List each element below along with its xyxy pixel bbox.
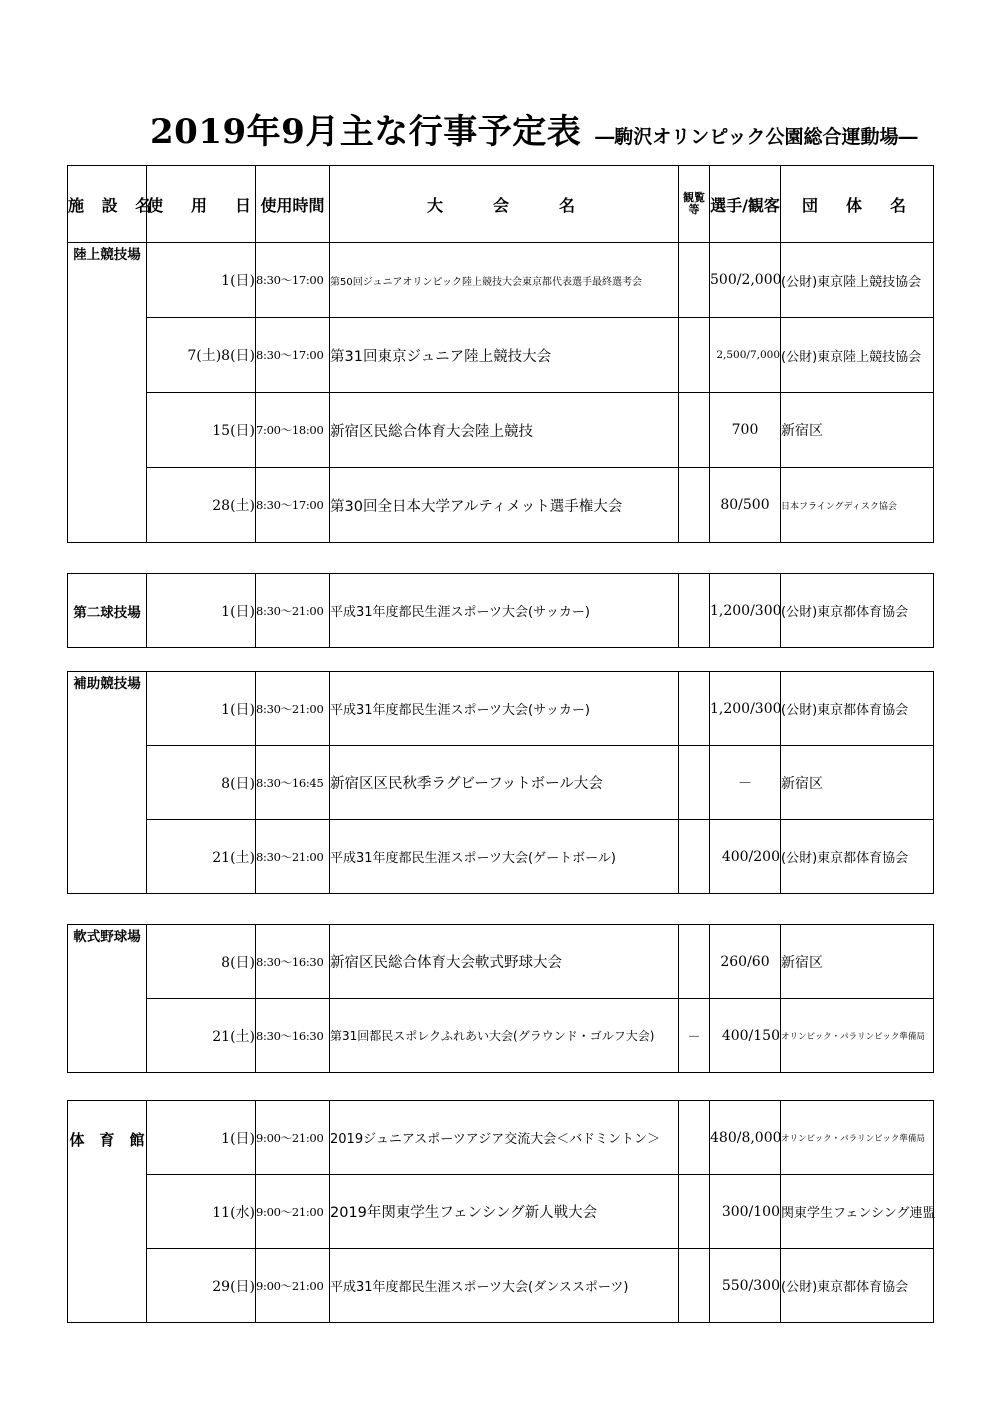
row-date: 8(日) [147, 746, 256, 820]
row-date: 1(日) [147, 1101, 256, 1175]
table-row [68, 468, 934, 543]
row-time: 8:30～16:30 [256, 999, 330, 1073]
row-org: 関東学生フェンシング連盟 [781, 1175, 934, 1249]
row-viewing: － [679, 999, 710, 1073]
facility-name: 補助競技場 [68, 672, 147, 894]
row-viewing [679, 468, 710, 543]
table-row [68, 820, 934, 894]
row-event: 平成31年度都民生涯スポーツ大会(ゲートボール) [330, 820, 679, 894]
table-row [68, 925, 934, 999]
table-row [68, 1175, 934, 1249]
row-count: 400/150 [710, 999, 781, 1073]
col-header-date: 使 用 日 [147, 166, 256, 243]
header-row [68, 166, 934, 243]
facility-name: 陸上競技場 [68, 243, 147, 543]
col-header-time: 使用時間 [256, 166, 330, 243]
table-row [68, 574, 934, 648]
col-header-viewing: 観覧等 [679, 166, 710, 243]
col-header-facility: 施 設 名 [68, 166, 147, 243]
table-row [68, 393, 934, 468]
row-org: 新宿区 [781, 925, 934, 999]
row-count: 1,200/300 [710, 672, 781, 746]
row-event: 新宿区民総合体育大会陸上競技 [330, 393, 679, 468]
row-time: 8:30～21:00 [256, 820, 330, 894]
row-event: 第31回東京ジュニア陸上競技大会 [330, 318, 679, 393]
row-count: 2,500/7,000 [710, 318, 781, 393]
row-date: 15(日) [147, 393, 256, 468]
row-viewing [679, 820, 710, 894]
row-count: 700 [710, 393, 781, 468]
row-count: 300/100 [710, 1175, 781, 1249]
row-time: 8:30～21:00 [256, 672, 330, 746]
row-viewing [679, 243, 710, 318]
row-time: 9:00～21:00 [256, 1101, 330, 1175]
table-row [68, 243, 934, 318]
row-time: 7:00～18:00 [256, 393, 330, 468]
col-header-event: 大 会 名 [330, 166, 679, 243]
row-date: 7(土)8(日) [147, 318, 256, 393]
schedule-table-baseball-field [67, 924, 934, 1073]
page-title: 2019年9月主な行事予定表 [150, 112, 582, 152]
row-time: 8:30～17:00 [256, 468, 330, 543]
row-org: 日本フライングディスク協会 [781, 468, 934, 543]
row-viewing [679, 393, 710, 468]
row-time: 8:30～16:45 [256, 746, 330, 820]
row-org: (公財)東京都体育協会 [781, 672, 934, 746]
row-date: 11(水) [147, 1175, 256, 1249]
row-org: (公財)東京陸上競技協会 [781, 318, 934, 393]
row-event: 新宿区民総合体育大会軟式野球大会 [330, 925, 679, 999]
row-date: 1(日) [147, 243, 256, 318]
row-date: 21(土) [147, 820, 256, 894]
row-event: 第31回都民スポレクふれあい大会(グラウンド・ゴルフ大会) [330, 999, 679, 1073]
schedule-table-auxiliary-field [67, 671, 934, 894]
row-org: オリンピック・パラリンピック準備局 [781, 1101, 934, 1175]
row-count: 1,200/300 [710, 574, 781, 648]
table-row [68, 999, 934, 1073]
row-org: (公財)東京都体育協会 [781, 820, 934, 894]
row-event: 平成31年度都民生涯スポーツ大会(サッカー) [330, 672, 679, 746]
row-date: 29(日) [147, 1249, 256, 1323]
col-header-count: 選手/観客 [710, 166, 781, 243]
col-header-org: 団 体 名 [781, 166, 934, 243]
title-row [150, 104, 950, 154]
row-count: 500/2,000 [710, 243, 781, 318]
table-row [68, 1249, 934, 1323]
row-org: (公財)東京陸上競技協会 [781, 243, 934, 318]
row-viewing [679, 1249, 710, 1323]
facility-name: 軟式野球場 [68, 925, 147, 1073]
row-event: 2019年関東学生フェンシング新人戦大会 [330, 1175, 679, 1249]
row-count: 80/500 [710, 468, 781, 543]
table-row [68, 1101, 934, 1175]
schedule-table-track [67, 165, 934, 543]
row-viewing [679, 1101, 710, 1175]
facility-name: 第二球技場 [68, 574, 147, 648]
table-row [68, 746, 934, 820]
schedule-table-second-field [67, 573, 934, 648]
page-subtitle: ―駒沢オリンピック公園総合運動場― [595, 126, 918, 148]
row-viewing [679, 672, 710, 746]
row-time: 9:00～21:00 [256, 1249, 330, 1323]
row-event: 第50回ジュニアオリンピック陸上競技大会東京都代表選手最終選考会 [330, 243, 679, 318]
row-event: 第30回全日本大学アルティメット選手権大会 [330, 468, 679, 543]
facility-name: 体 育 館 [68, 1101, 147, 1323]
row-count: 260/60 [710, 925, 781, 999]
row-event: 新宿区区民秋季ラグビーフットボール大会 [330, 746, 679, 820]
row-count: － [710, 746, 781, 820]
row-time: 8:30～17:00 [256, 318, 330, 393]
row-event: 平成31年度都民生涯スポーツ大会(サッカー) [330, 574, 679, 648]
row-date: 28(土) [147, 468, 256, 543]
row-date: 1(日) [147, 672, 256, 746]
row-viewing [679, 574, 710, 648]
row-org: オリンピック・パラリンピック準備局 [781, 999, 934, 1073]
row-count: 480/8,000 [710, 1101, 781, 1175]
row-viewing [679, 925, 710, 999]
table-row [68, 672, 934, 746]
row-date: 8(日) [147, 925, 256, 999]
row-time: 8:30～16:30 [256, 925, 330, 999]
row-event: 2019ジュニアスポーツアジア交流大会＜バドミントン＞ [330, 1101, 679, 1175]
row-date: 21(土) [147, 999, 256, 1073]
table-row [68, 318, 934, 393]
row-org: 新宿区 [781, 746, 934, 820]
row-viewing [679, 1175, 710, 1249]
row-org: (公財)東京都体育協会 [781, 1249, 934, 1323]
row-count: 550/300 [710, 1249, 781, 1323]
row-time: 8:30～21:00 [256, 574, 330, 648]
row-count: 400/200 [710, 820, 781, 894]
row-org: (公財)東京都体育協会 [781, 574, 934, 648]
row-time: 8:30～17:00 [256, 243, 330, 318]
row-date: 1(日) [147, 574, 256, 648]
row-event: 平成31年度都民生涯スポーツ大会(ダンススポーツ) [330, 1249, 679, 1323]
schedule-table-gymnasium [67, 1100, 934, 1323]
row-viewing [679, 746, 710, 820]
row-time: 9:00～21:00 [256, 1175, 330, 1249]
row-org: 新宿区 [781, 393, 934, 468]
row-viewing [679, 318, 710, 393]
